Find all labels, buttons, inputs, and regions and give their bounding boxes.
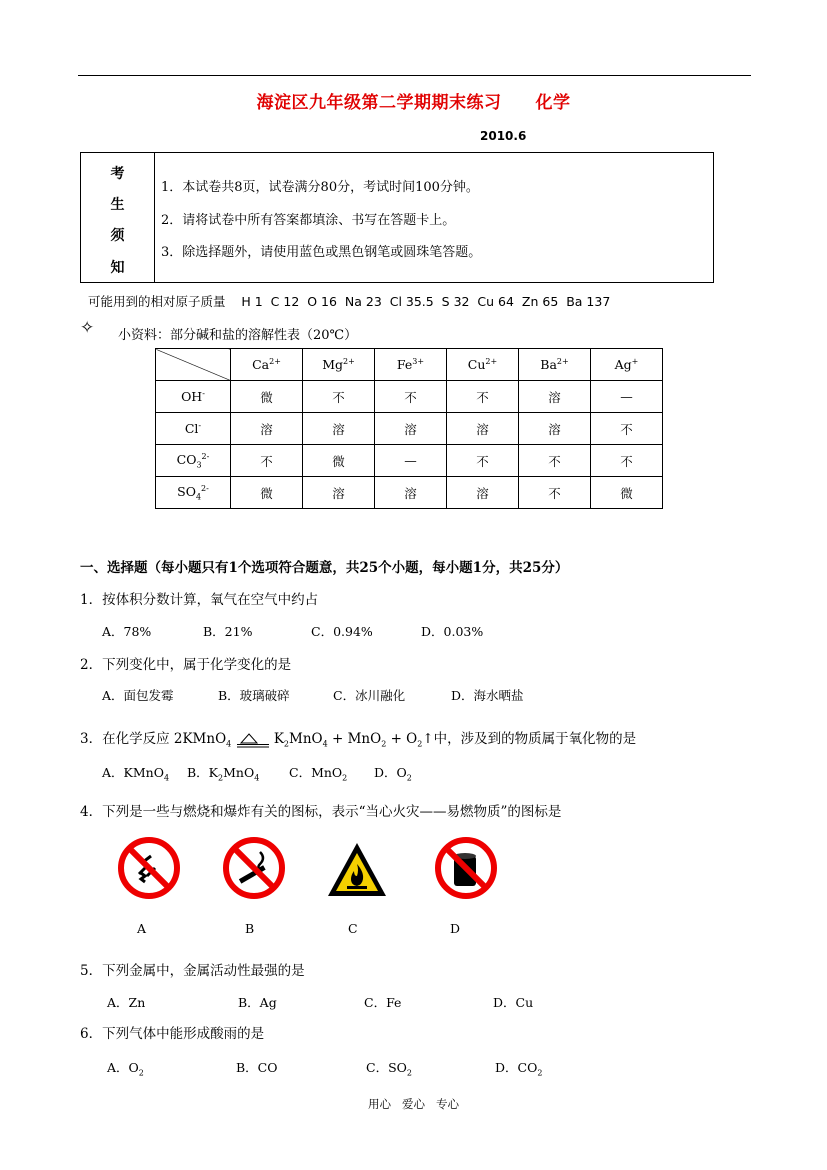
table-cell: 微 [231,381,303,413]
notice-label-char: 知 [110,260,125,276]
table-cell: 不 [519,445,591,477]
answer-option: A．78% [102,624,152,639]
table-cell: 溶 [303,413,375,445]
answer-option: A．$O_2$ [107,1060,144,1078]
section-heading: 一、选择题（每小题只有1个选项符合题意，共25个小题，每小题1分，共25分） [80,560,569,576]
no-smoking-sign-icon [222,836,286,900]
question-stem: 1．按体积分数计算，氧气在空气中约占 [80,592,319,608]
table-cell: 不 [231,445,303,477]
answer-option: A．KMnO$_4$ [102,765,170,783]
table-cell: 微 [231,477,303,509]
table-cell: 溶 [519,413,591,445]
answer-option: B．Ag [238,995,277,1010]
answer-option: B．CO [236,1060,278,1075]
table-corner [156,349,231,381]
answer-option: C．MnO$_2$ [289,765,348,783]
notice-label-char: 须 [110,228,125,244]
table-cell: 不 [447,445,519,477]
star-icon: ✧ [80,318,95,338]
question-stem: 4．下列是一些与燃烧和爆炸有关的图标，表示“当心火灾——易燃物质”的图标是 [80,804,562,820]
table-cell: 溶 [375,413,447,445]
page-footer: 用心 爱心 专心 [368,1097,459,1111]
question-stem: 2．下列变化中，属于化学变化的是 [80,657,292,673]
table-cell: — [591,381,663,413]
table-row [156,413,663,445]
sign-label: A [137,921,147,936]
answer-option: A．Zn [107,995,146,1010]
table-cell: 不 [519,477,591,509]
answer-option: C．冰川融化 [333,688,406,703]
notice-label [81,153,155,282]
table-cell: 微 [303,445,375,477]
sign-label: D [450,921,461,936]
answer-option: C．0.94% [311,624,373,639]
no-explosives-sign-icon [117,836,181,900]
table-cell: 不 [447,381,519,413]
heat-arrow-icon [236,732,270,748]
table-cell: 溶 [447,413,519,445]
table-row [156,477,663,509]
exam-date: 2010.6 [480,129,527,143]
flammable-warning-sign-icon [325,838,389,902]
cation-header: $Cu^{2+}$ [447,349,519,381]
notice-item: 3．除选择题外，请使用蓝色或黑色钢笔或圆珠笔答题。 [161,245,482,260]
answer-option: A．面包发霉 [102,688,174,703]
sign-label: B [245,921,255,936]
solubility-title: 小资料：部分碱和盐的溶解性表（20℃） [118,328,358,343]
table-cell: 溶 [375,477,447,509]
cation-header: Ag+ [591,349,663,381]
table-cell: 溶 [303,477,375,509]
cation-header: $Fe^{3+}$ [375,349,447,381]
no-flammables-sign-icon [434,836,498,900]
table-cell: — [375,445,447,477]
cation-header: $Mg^{2+}$ [303,349,375,381]
notice-item: 2．请将试卷中所有答案都填涂、书写在答题卡上。 [161,213,456,228]
table-cell: 不 [375,381,447,413]
answer-option: D．Cu [493,995,534,1010]
cation-header: $Ca^{2+}$ [231,349,303,381]
question-stem: 5．下列金属中，金属活动性最强的是 [80,963,305,979]
answer-option: C．$SO_2$ [366,1060,412,1078]
anion-header: $CO_3^{2-}$ [156,445,231,477]
page-title [0,88,827,113]
table-cell: 不 [591,445,663,477]
question-stem: 3．在化学反应 2KMnO$_4$ $K_2MnO_4 + MnO_2$ + $O_2↑$中，涉及到的物质属于氧化物的是 [80,731,637,749]
notice-label-char: 考 [110,166,125,182]
exam-notice-box [80,152,714,283]
solubility-table [155,348,663,509]
gas-arrow-icon: ↑ [422,731,434,747]
table-cell: 不 [591,413,663,445]
notice-label-char: 生 [110,197,125,213]
answer-option: D．海水晒盐 [451,688,524,703]
answer-option: D．$O_2$ [374,765,412,783]
answer-option: B．$K_2MnO_4$ [187,765,260,783]
answer-option: B．21% [203,624,253,639]
table-cell: 不 [303,381,375,413]
table-cell: 溶 [447,477,519,509]
answer-option: D．$CO_2$ [495,1060,543,1078]
anion-header: OH- [156,381,231,413]
table-row [156,445,663,477]
header-rule [78,75,751,76]
table-cell: 溶 [519,381,591,413]
table-cell: 溶 [231,413,303,445]
table-row [156,381,663,413]
question-stem: 6．下列气体中能形成酸雨的是 [80,1026,265,1042]
anion-header: Cl- [156,413,231,445]
table-header-row [156,349,663,381]
answer-option: C．Fe [364,995,402,1010]
atomic-masses: 可能用到的相对原子质量 H 1 C 12 O 16 Na 23 Cl 35.5 S 32 Cu 64 Zn 65 Ba 137 [88,294,611,309]
answer-option: D．0.03% [421,624,484,639]
table-cell: 微 [591,477,663,509]
cation-header: $Ba^{2+}$ [519,349,591,381]
sign-label: C [348,921,358,936]
exam-title: 海淀区九年级第二学期期末练习 [256,93,502,113]
anion-header: $SO_4^{2-}$ [156,477,231,509]
subject-title: 化学 [535,93,571,113]
notice-item: 1．本试卷共8页，试卷满分80分，考试时间100分钟。 [161,180,479,195]
answer-option: B．玻璃破碎 [218,688,290,703]
